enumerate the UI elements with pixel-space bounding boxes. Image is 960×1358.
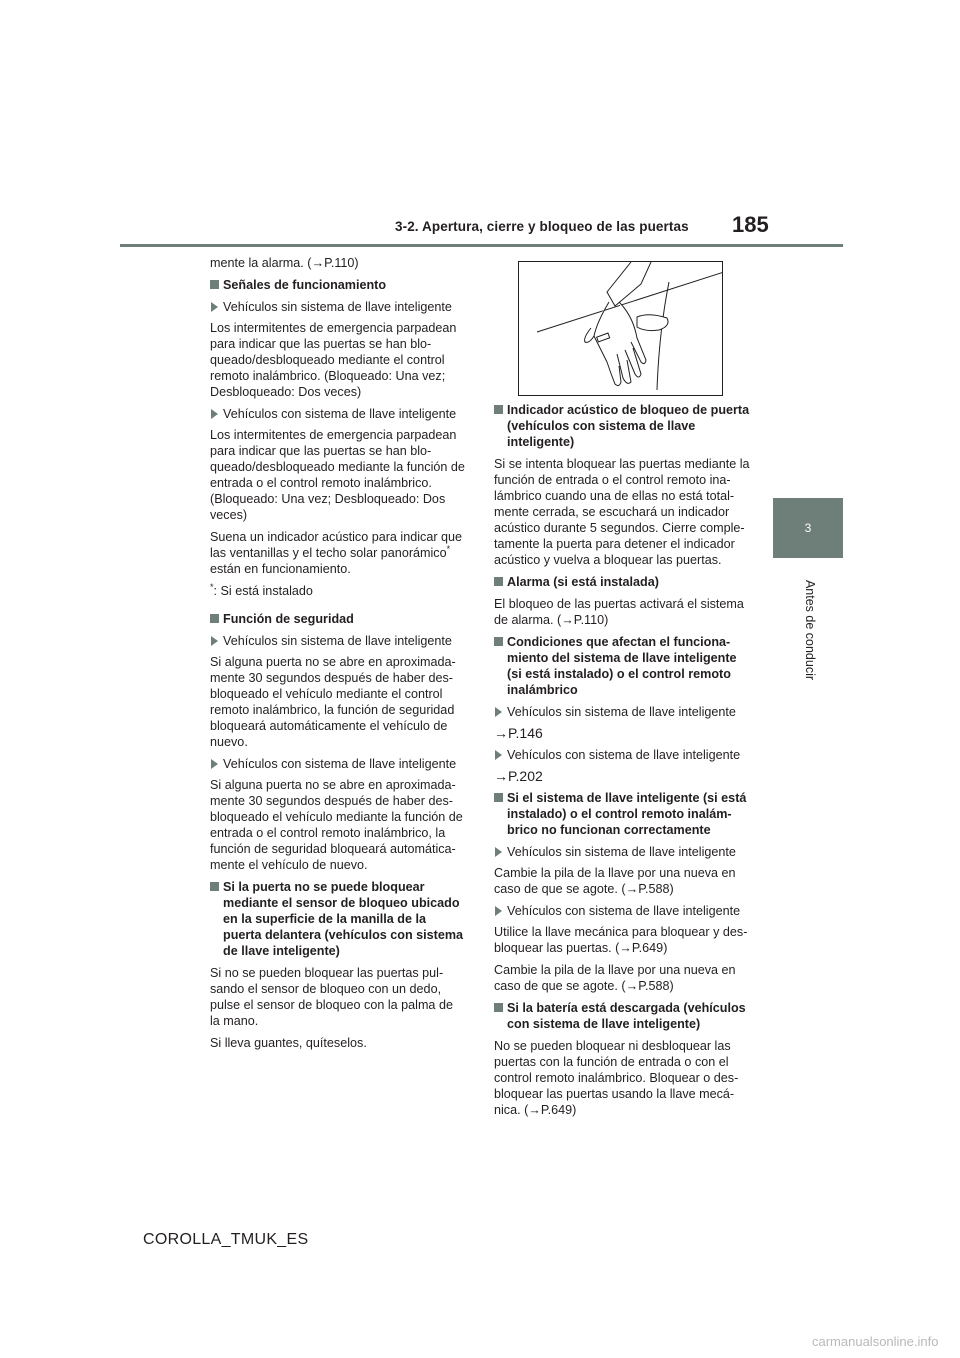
heading-text: Si la batería está descargada (vehículos con sistema de llave inteligente) [507,1001,746,1031]
heading-text: Si la puerta no se puede bloquear mediante el sensor de bloqueo ubicado en la superficie de la manilla de la puerta delantera (vehículos con sistema de llave inteligente) [223,880,464,958]
section-heading [494,574,750,590]
section-heading [494,1000,750,1032]
subheading [494,704,750,720]
subheading-text: Vehículos sin sistema de llave inteligente [507,705,736,719]
subheading [494,844,750,860]
left-column [210,255,466,1057]
header-rule [120,244,843,247]
hand-illustration-svg [519,262,722,395]
section-heading [210,879,466,959]
subheading-text: Vehículos sin sistema de llave inteligente [223,634,452,648]
heading-text: Condiciones que afectan el funciona- miento del sistema de llave inteligente (si está instalado) o el control remoto inalámbrico [507,635,737,697]
hand-on-door-handle-illustration [518,261,723,396]
heading-text: Si el sistema de llave inteligente (si está instalado) o el control remoto inalám- brico no funcionan correctamente [507,791,747,837]
heading-text: Función de seguridad [223,612,354,626]
section-heading [494,790,750,838]
document-code: COROLLA_TMUK_ES [143,1231,309,1248]
triangle-bullet-icon [211,302,218,312]
triangle-bullet-icon [495,750,502,760]
heading-text: Señales de funcionamiento [223,278,387,292]
page-reference-link[interactable]: →P.202 [494,768,543,784]
paragraph: Utilice la llave mecánica para bloquear y des- bloquear las puertas. (→P.649) [494,925,748,955]
triangle-bullet-icon [495,707,502,717]
subheading-text: Vehículos sin sistema de llave inteligente [223,300,452,314]
triangle-bullet-icon [211,409,218,419]
paragraph: Los intermitentes de emergencia parpadean para indicar que las puertas se han blo- queado/desbloqueado mediante el control remoto inalámbrico. (Bloqueado: Una vez; Desbloqueado: Dos veces) [210,321,457,399]
paragraph: Si no se pueden bloquear las puertas pul- sando el sensor de bloqueo con un dedo, pulse el sensor de bloqueo con la palma de la mano. [210,966,453,1028]
page-reference-link[interactable]: →P.146 [494,725,543,741]
square-bullet-icon [210,882,219,891]
chapter-tab[interactable]: 3 [773,498,843,558]
subheading-text: Vehículos con sistema de llave inteligente [507,748,741,762]
subheading-text: Vehículos con sistema de llave inteligente [223,407,457,421]
subheading [210,633,466,649]
section-heading [494,634,750,698]
paragraph-text: están en funcionamiento. [210,562,351,576]
page-number: 185 [732,212,769,237]
heading-text: Alarma (si está instalada) [507,575,659,589]
chapter-label: Antes de conducir [803,579,817,681]
subheading-text: Vehículos con sistema de llave inteligente [507,904,741,918]
paragraph [210,529,466,577]
triangle-bullet-icon [211,636,218,646]
paragraph: Los intermitentes de emergencia parpadean para indicar que las puertas se han blo- queado/desbloqueado mediante la función de entrada o el control remoto inalámbrico. (Bloqueado: Una vez; Desbloqueado: Dos veces) [210,428,465,522]
square-bullet-icon [494,793,503,802]
section-heading [210,611,466,627]
square-bullet-icon [494,577,503,586]
subheading [494,747,750,763]
square-bullet-icon [494,1003,503,1012]
footnote-marker: * [210,581,214,592]
triangle-bullet-icon [495,906,502,916]
square-bullet-icon [494,405,503,414]
paragraph: El bloqueo de las puertas activará el sistema de alarma. (→P.110) [494,597,744,627]
subheading-text: Vehículos con sistema de llave inteligente [223,757,457,771]
paragraph: mente la alarma. (→P.110) [210,256,359,270]
subheading [494,903,750,919]
paragraph: Si alguna puerta no se abre en aproximada- mente 30 segundos después de haber des- bloqueado el vehículo mediante el control remoto inalámbrico, la función de seguridad bloqueará automáticamente el vehículo de nuevo. [210,655,456,749]
paragraph: Cambie la pila de la llave por una nueva en caso de que se agote. (→P.588) [494,963,736,993]
square-bullet-icon [210,280,219,289]
section-heading [494,402,750,450]
square-bullet-icon [210,614,219,623]
right-column [494,402,750,1124]
square-bullet-icon [494,637,503,646]
footnote [210,583,466,599]
paragraph-text: Suena un indicador acústico para indicar que las ventanillas y el techo solar panorámico [210,530,463,560]
heading-text: Indicador acústico de bloqueo de puerta (vehículos con sistema de llave inteligente) [507,403,750,449]
subheading [210,406,466,422]
triangle-bullet-icon [495,847,502,857]
footnote-text: : Si está instalado [213,584,313,598]
subheading [210,756,466,772]
subheading [210,299,466,315]
footnote-marker: * [446,543,451,554]
section-heading [210,277,466,293]
paragraph: Si se intenta bloquear las puertas mediante la función de entrada o el control remoto ina- lámbrico cuando una de ellas no está total- mente cerrada, se escuchará un indicador acústico durante 5 segundos. Cierre comple- tamente la puerta para detener el indicador acústico y vuelva a bloquear las puertas. [494,457,750,567]
subheading-text: Vehículos sin sistema de llave inteligente [507,845,736,859]
triangle-bullet-icon [211,759,218,769]
paragraph: No se pueden bloquear ni desbloquear las puertas con la función de entrada o con el control remoto inalámbrico. Bloquear o des- bloquear las puertas usando la llave mecá- nica. (→P.649) [494,1039,739,1117]
watermark: carmanualsonline.info [812,1334,939,1349]
paragraph: Si alguna puerta no se abre en aproximada- mente 30 segundos después de haber des- bloqueado el vehículo mediante la función de entrada o el control remoto inalámbrico, la función de seguridad bloqueará automática- mente el vehículo de nuevo. [210,778,463,872]
paragraph: Si lleva guantes, quíteselos. [210,1036,367,1050]
paragraph: Cambie la pila de la llave por una nueva en caso de que se agote. (→P.588) [494,866,736,896]
section-title: 3-2. Apertura, cierre y bloqueo de las puertas [395,219,689,234]
